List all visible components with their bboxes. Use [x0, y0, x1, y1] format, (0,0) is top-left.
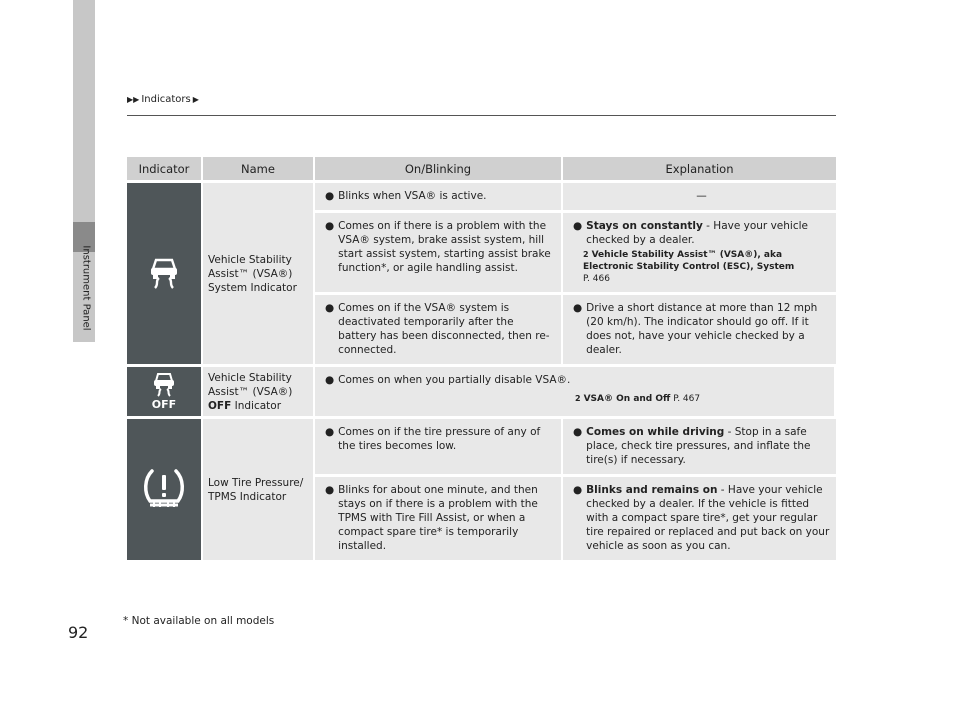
sidebar-tab-light [73, 0, 95, 222]
breadcrumb-indicators-link[interactable]: Indicators [141, 94, 191, 105]
list-item: ● Comes on when you partially disable VSA®. [325, 374, 571, 386]
breadcrumb-arrows: ▶▶ [127, 95, 140, 104]
vsa-off-on-cell [315, 364, 836, 416]
tpms-explanation-cell-1 [563, 416, 836, 474]
list-item: ● Comes on if there is a problem with the VSA® system, brake assist system, hill start assist system, starting assist brake function*, or agile handling assist. [325, 220, 551, 274]
table-row [127, 180, 836, 210]
header-on-blinking: On/Blinking [315, 157, 563, 180]
cross-reference-link[interactable]: 2 Vehicle Stability Assist™ (VSA®), aka Electronic Stability Control (ESC), System P. 466 [583, 249, 830, 285]
breadcrumb [127, 94, 199, 105]
vsa-off-name-line-2: Assist™ (VSA®) [208, 385, 293, 398]
list-item: ● Blinks and remains on - Have your vehicle checked by a dealer. If the vehicle is fitted with a compact spare tire*, get your regular tire repaired or replaced and put back on your vehicle as soon as you can. [573, 484, 830, 552]
reference-arrow-icon: 2 [583, 250, 589, 259]
vsa-off-name-cell [203, 364, 315, 416]
table-row [127, 416, 836, 474]
sidebar-section-label: Instrument Panel [80, 245, 92, 331]
tire-pressure-icon [140, 465, 188, 511]
vsa-off-name-suffix: Indicator [231, 399, 282, 412]
footnote: * Not available on all models [123, 615, 275, 627]
vsa-explanation-cell-3 [563, 292, 836, 364]
table-row [127, 364, 836, 416]
tpms-icon-cell [127, 416, 203, 560]
list-item: ● Blinks when VSA® is active. [325, 190, 487, 202]
vsa-name-line-3: System Indicator [208, 281, 297, 294]
list-item: ● Comes on while driving - Stop in a safe place, check tire pressures, and inflate the tire(s) if necessary. [573, 426, 811, 466]
vsa-off-name-line-1: Vehicle Stability [208, 371, 292, 384]
header-rule [127, 115, 836, 116]
breadcrumb-trail-arrow: ▶ [192, 95, 199, 104]
page-number: 92 [68, 623, 89, 642]
reference-arrow-icon: 2 [575, 394, 581, 403]
vsa-on-cell-2 [315, 210, 563, 292]
tpms-name-cell [203, 416, 315, 560]
vsa-off-name-bold: OFF [208, 399, 232, 412]
list-item: ● Comes on if the tire pressure of any of the tires becomes low. [325, 426, 541, 452]
xref-page: P. 466 [583, 274, 610, 284]
tpms-on-cell-1 [315, 416, 563, 474]
list-item: ● Blinks for about one minute, and then stays on if there is a problem with the TPMS with Tire Fill Assist, or when a compact spare tire* is temporarily installed. [325, 484, 538, 552]
tpms-name-line-1: Low Tire Pressure/ [208, 476, 304, 489]
list-item: ● Comes on if the VSA® system is deactivated temporarily after the battery has been disconnected, then re-connected. [325, 302, 550, 356]
vsa-name-line-2: Assist™ (VSA®) [208, 267, 293, 280]
indicator-table [127, 157, 836, 560]
vsa-icon-cell [127, 180, 203, 364]
tpms-explanation-cell-2 [563, 474, 836, 560]
cross-reference-link[interactable]: 2 VSA® On and Off P. 467 [575, 394, 701, 404]
list-item: ● Drive a short distance at more than 12 mph (20 km/h). The indicator should go off. If it does not, have your vehicle checked by a dealer. [573, 302, 818, 356]
vsa-skid-icon [147, 254, 181, 290]
header-indicator: Indicator [127, 157, 203, 180]
vsa-explanation-cell-1: — [563, 180, 836, 210]
table-header-row [127, 157, 836, 180]
header-name: Name [203, 157, 315, 180]
tpms-name-line-2: TPMS Indicator [208, 490, 287, 503]
vsa-off-icon-cell [127, 364, 203, 416]
vsa-on-cell-1 [315, 180, 563, 210]
vsa-explanation-cell-2 [563, 210, 836, 292]
vsa-off-icon [147, 370, 181, 410]
vsa-off-icon-text: OFF [151, 397, 177, 410]
vsa-name-line-1: Vehicle Stability [208, 253, 292, 266]
header-explanation: Explanation [563, 157, 836, 180]
list-item: ● Stays on constantly - Have your vehicle checked by a dealer. [573, 220, 808, 246]
vsa-name-cell [203, 180, 315, 364]
tpms-on-cell-2 [315, 474, 563, 560]
vsa-on-cell-3 [315, 292, 563, 364]
